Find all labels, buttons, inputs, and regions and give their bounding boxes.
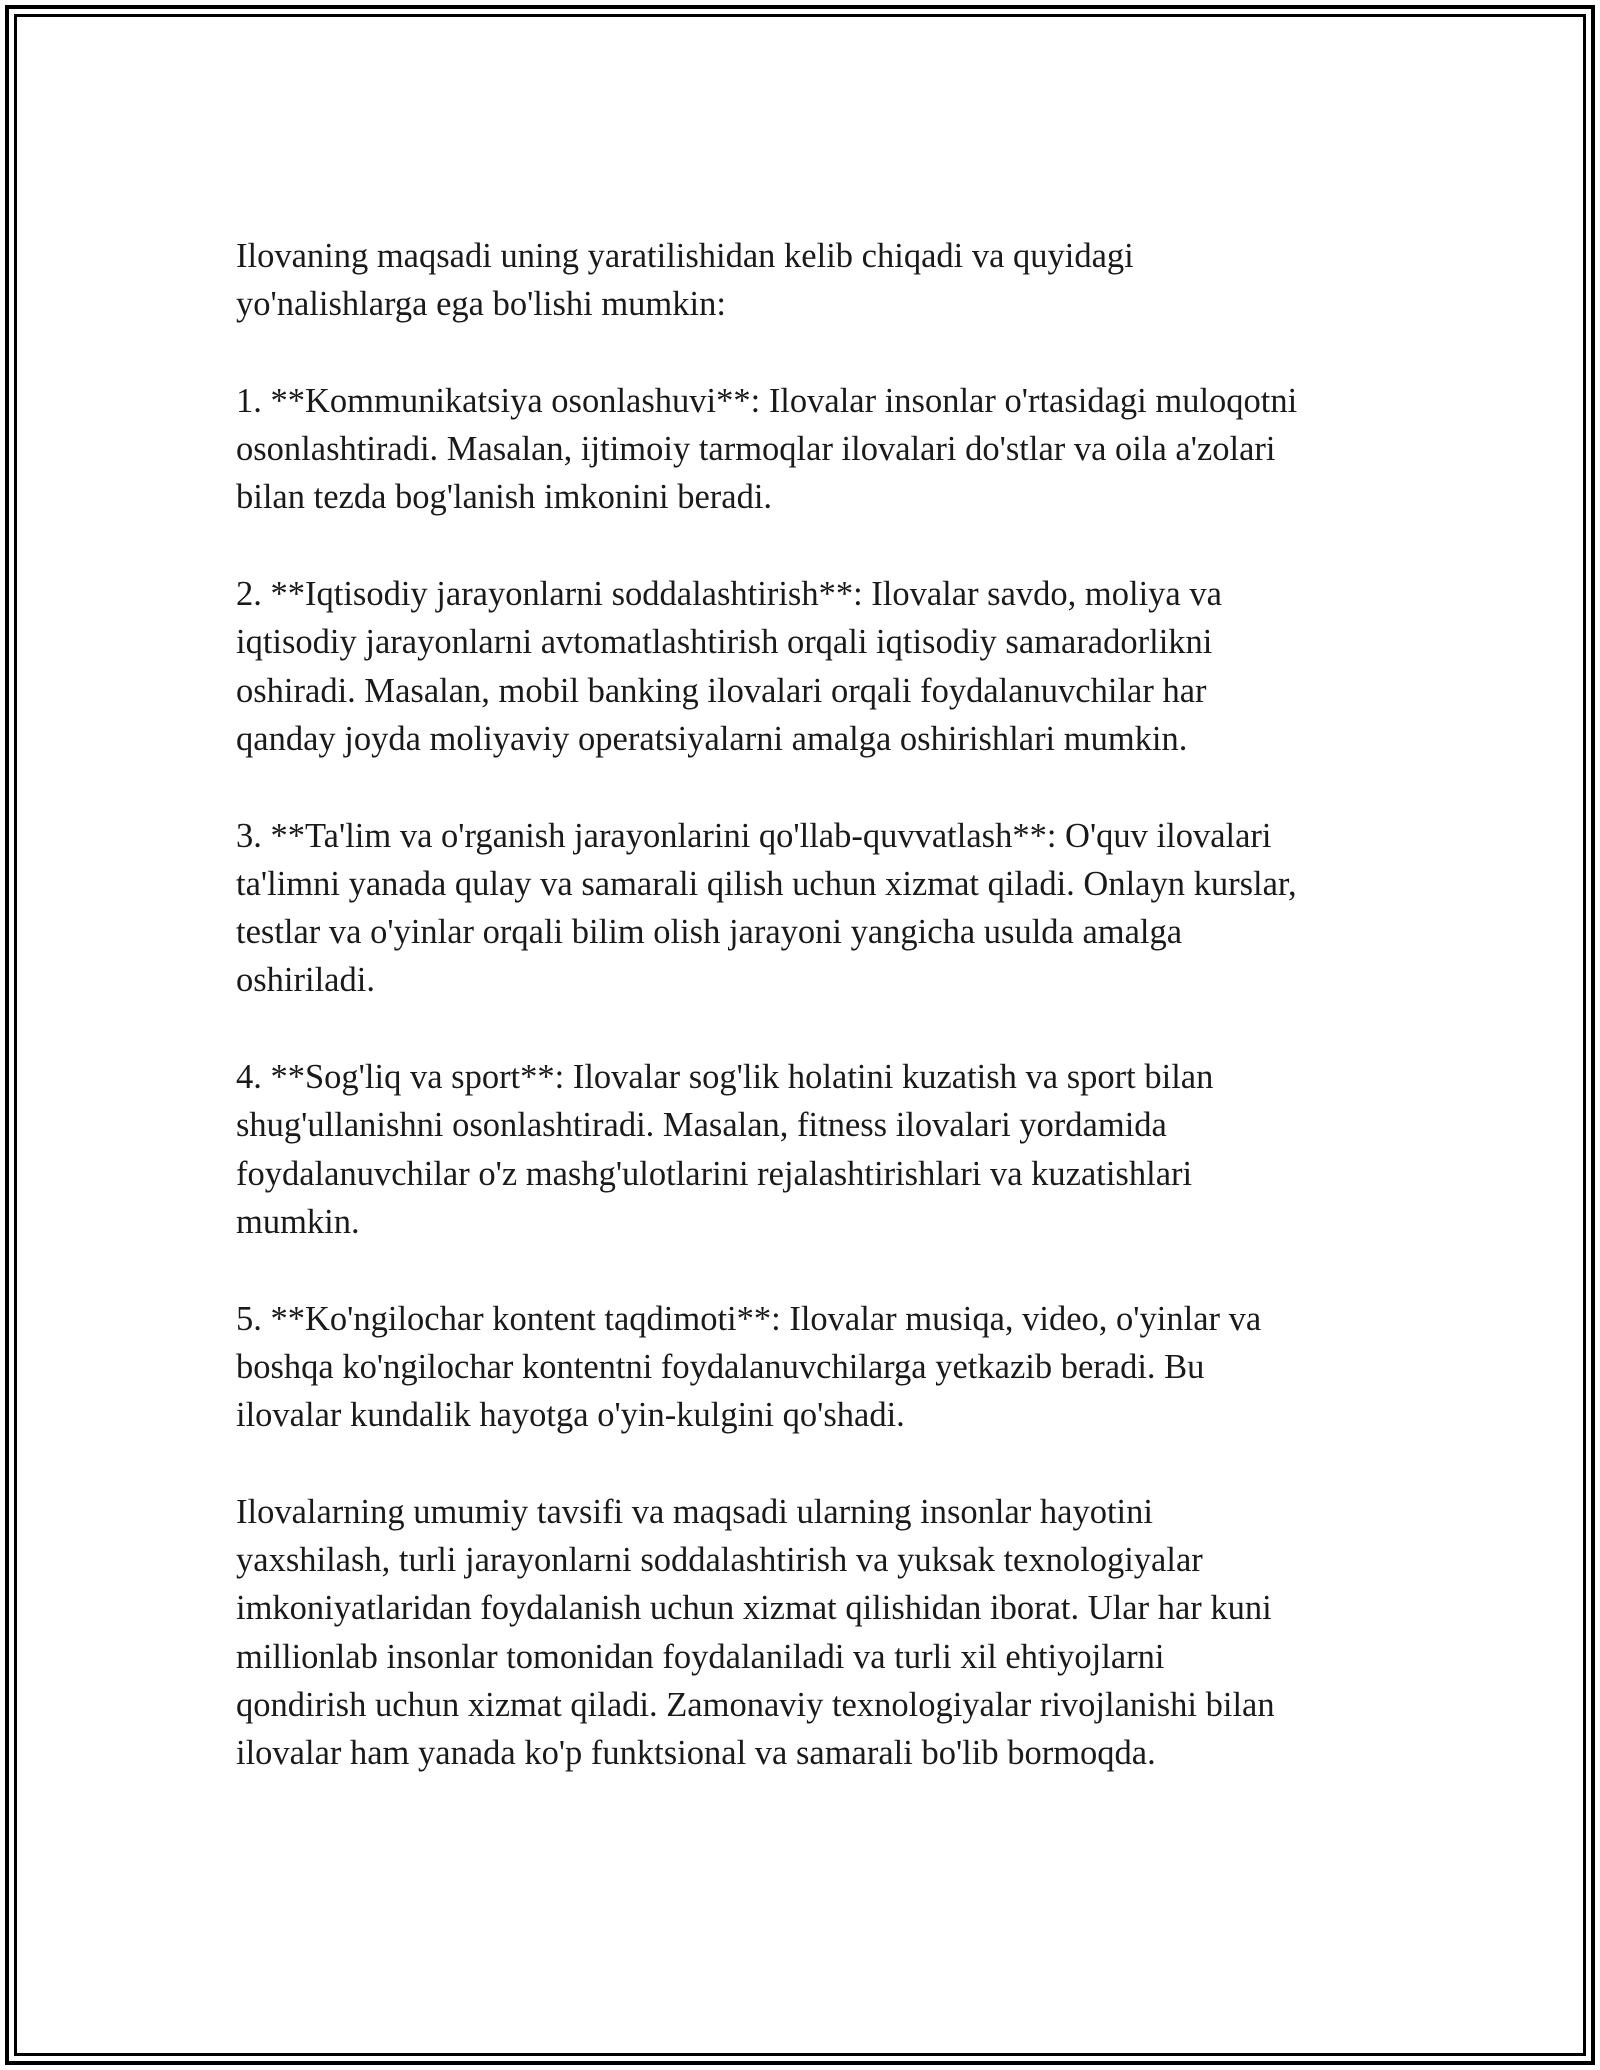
conclusion-paragraph: Ilovalarning umumiy tavsifi va maqsadi ularning insonlar hayotini yaxshilash, turli jarayonlarni soddalashtirish va yuksak texnologiyalar imkoniyatlaridan foydalanish uchun xizmat qilishidan iborat. Ular har kuni millionlab insonlar tomonidan foydalaniladi va turli xil ehtiyojlarni qondirish uchun xizmat qiladi. Zamonaviy texnologiyalar rivojlanishi bilan ilovalar ham yanada ko'p funktsional va samarali bo'lib bormoqda.: [236, 1492, 1275, 1773]
list-item-2: 2. **Iqtisodiy jarayonlarni soddalashtirish**: Ilovalar savdo, moliya va iqtisodiy jarayonlarni avtomatlashtirish orqali iqtisodiy samaradorlikni oshiradi. Masalan, mobil banking ilovalari orqali foydalanuvchilar har qanday joyda moliyaviy operatsiyalarni amalga oshirishlari mumkin.: [236, 575, 1222, 758]
list-item-5: 5. **Ko'ngilochar kontent taqdimoti**: Ilovalar musiqa, video, o'yinlar va boshqa ko'ngilochar kontentni foydalanuvchilarga yetkazib beradi. Bu ilovalar kundalik hayotga o'yin-kulgini qo'shadi.: [236, 1299, 1262, 1435]
intro-paragraph: Ilovaning maqsadi uning yaratilishidan kelib chiqadi va quyidagi yo'nalishlarga ega bo'lishi mumkin:: [236, 237, 1134, 324]
document-body: [236, 232, 1396, 1778]
list-item-3: 3. **Ta'lim va o'rganish jarayonlarini qo'llab-quvvatlash**: O'quv ilovalari ta'limni yanada qulay va samarali qilish uchun xizmat qiladi. Onlayn kurslar, testlar va o'yinlar orqali bilim olish jarayoni yangicha usulda amalga oshiriladi.: [236, 816, 1297, 1000]
list-item-1: 1. **Kommunikatsiya osonlashuvi**: Ilovalar insonlar o'rtasidagi muloqotni osonlashtiradi. Masalan, ijtimoiy tarmoqlar ilovalari do'stlar va oila a'zolari bilan tezda bog'lanish imkonini beradi.: [236, 381, 1298, 517]
list-item-4: 4. **Sog'liq va sport**: Ilovalar sog'lik holatini kuzatish va sport bilan shug'ullanishni osonlashtiradi. Masalan, fitness ilovalari yordamida foydalanuvchilar o'z mashg'ulotlarini rejalashtirishlari va kuzatishlari mumkin.: [236, 1058, 1214, 1241]
